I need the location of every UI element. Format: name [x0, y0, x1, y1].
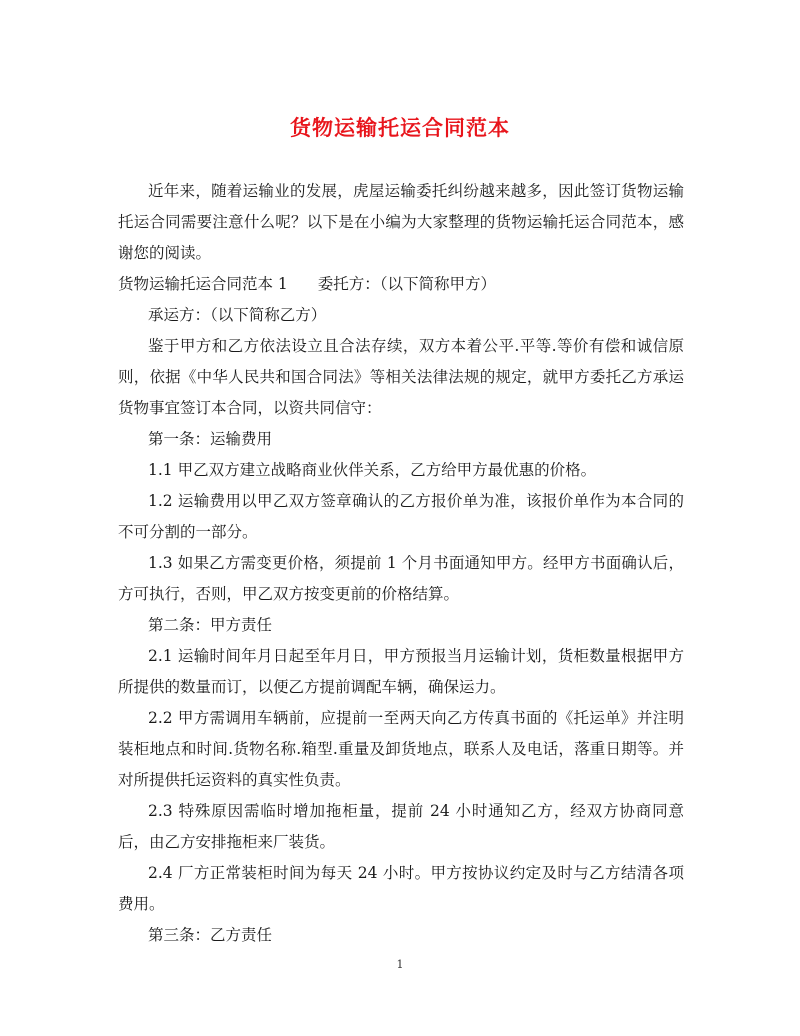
- document-body: [118, 176, 684, 951]
- page-number: 1: [396, 958, 404, 971]
- carrier-line: 承运方：（以下简称乙方）: [148, 306, 327, 324]
- article-2-heading: 第二条：甲方责任: [148, 616, 273, 634]
- document-title: 货物运输托运合同范本: [290, 115, 510, 140]
- preamble-paragraph: 鉴于甲方和乙方依法设立且合法存续，双方本着公平.平等.等价有偿和诚信原则，依据《中华人民共和国合同法》等相关法律法规的规定，就甲方委托乙方承运货物事宜签订本合同，以资共同信守：: [118, 337, 684, 417]
- clause-1-1: 1.1 甲乙双方建立战略商业伙伴关系，乙方给甲方最优惠的价格。: [148, 461, 597, 479]
- clause-2-3: 2.3 特殊原因需临时增加拖柜量，提前 24 小时通知乙方，经双方协商同意后，由乙方安排拖柜来厂装货。: [118, 802, 684, 851]
- contract-title: 货物运输托运合同范本 1: [118, 275, 288, 293]
- article-1-heading: 第一条：运输费用: [148, 430, 273, 448]
- clause-2-4: 2.4 厂方正常装柜时间为每天 24 小时。甲方按协议约定及时与乙方结清各项费用。: [118, 864, 684, 913]
- clause-1-2: 1.2 运输费用以甲乙双方签章确认的乙方报价单为准，该报价单作为本合同的不可分割的一部分。: [118, 492, 684, 541]
- clause-2-2: 2.2 甲方需调用车辆前，应提前一至两天向乙方传真书面的《托运单》并注明装柜地点和时间.货物名称.箱型.重量及卸货地点，联系人及电话，落重日期等。并对所提供托运资料的真实性负责。: [118, 709, 684, 789]
- article-3-heading: 第三条：乙方责任: [148, 926, 273, 944]
- principal-line: 委托方：（以下简称甲方）: [317, 275, 497, 293]
- clause-2-1: 2.1 运输时间年月日起至年月日，甲方预报当月运输计划，货柜数量根据甲方所提供的数量而订，以便乙方提前调配车辆，确保运力。: [118, 647, 684, 696]
- clause-1-3: 1.3 如果乙方需变更价格，须提前 1 个月书面通知甲方。经甲方书面确认后，方可执行，否则，甲乙双方按变更前的价格结算。: [118, 554, 684, 603]
- intro-paragraph: 近年来，随着运输业的发展，虎屋运输委托纠纷越来越多，因此签订货物运输托运合同需要注意什么呢？以下是在小编为大家整理的货物运输托运合同范本，感谢您的阅读。: [118, 182, 684, 262]
- contract-header-line: [118, 269, 684, 300]
